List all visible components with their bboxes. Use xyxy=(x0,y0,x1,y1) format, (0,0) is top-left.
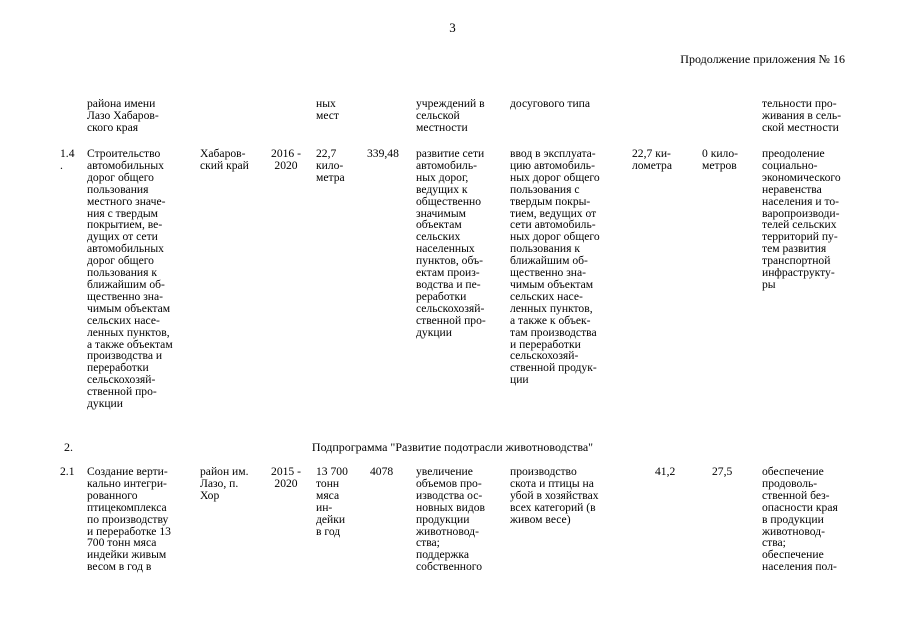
volume: 13 700 тонн мяса ин- дейки в год xyxy=(316,465,348,538)
period: 2015 - 2020 xyxy=(271,465,301,490)
cost: 4078 xyxy=(370,465,394,478)
cell-effect-continued: учреждений в сельской местности xyxy=(416,97,485,134)
measure-name: Создание верти- кально интегри- рованного птицекомплекса по производству и переработке 13 700 тонн мяса индейки живым весом в год в xyxy=(87,465,171,574)
goal: преодоление социально- экономического неравенства населения и то- варопроизводи- телей сельских территорий пу- тем развития транспортной инфраструкту- ры xyxy=(762,147,841,291)
territory: Хабаров- ский край xyxy=(200,147,249,172)
indicator-value-2: 0 кило- метров xyxy=(702,147,738,172)
indicator-value-1: 22,7 ки- лометра xyxy=(632,147,672,172)
expected-effect: увеличение объемов про- изводства ос- новных видов продукции животновод- ства; поддержка собственного xyxy=(416,465,486,574)
row-number: 2.1 xyxy=(60,465,75,478)
page-number: 3 xyxy=(449,20,456,35)
territory: район им. Лазо, п. Хор xyxy=(200,465,249,502)
cell-indicator-continued: ных мест xyxy=(316,97,339,122)
indicator-value-1: 41,2 xyxy=(655,465,676,478)
cell-goal-continued: тельности про- живания в сель- ской местности xyxy=(762,97,842,134)
cell-name-continued: района имени Лазо Хабаров- ского края xyxy=(87,97,159,134)
indicator-value-2: 27,5 xyxy=(712,465,733,478)
section-title: Подпрограмма "Развитие подотрасли животноводства" xyxy=(311,440,594,454)
row-number: 1.4 . xyxy=(60,147,75,172)
measure-name: Строительство автомобильных дорог общего пользования местного значе- ния с твердым покрытием, ве- дущих от сети автомобильных дорог общего пользования к ближайшим об- щественно зна- чимым объектам сельских насе- ленных пунктов, а также объектам производства и переработки сельскохозяй- ственной про- дукции xyxy=(87,147,173,411)
section-number: 2. xyxy=(64,440,73,454)
cost: 339,48 xyxy=(367,147,399,160)
period: 2016 - 2020 xyxy=(271,147,301,172)
expected-effect: развитие сети автомобиль- ных дорог, ведущих к общественно значимым объектам сельских населенных пунктов, объ- ектам произ- водства и пе- реработки сельскохозяй- ственной про- дукции xyxy=(416,147,486,339)
result-indicator: производство скота и птицы на убой в хозяйствах всех категорий (в живом весе) xyxy=(510,465,599,526)
cell-result-continued: досугового типа xyxy=(510,97,591,110)
result-indicator: ввод в эксплуата- цию автомобиль- ных дорог общего пользования с твердым покры- тием, ведущих от сети автомобиль- ных дорог общего пользования к ближайшим об- щественно зна- чимым объектам сельских насе- ленных пунктов, а также к объек- там производства и переработки сельскохозяй- ственной продук- ции xyxy=(510,147,600,387)
volume: 22,7 кило- метра xyxy=(316,147,345,184)
appendix-continuation-label: Продолжение приложения № 16 xyxy=(680,52,845,66)
goal: обеспечение продоволь- ственной без- опасности края в продукции животновод- ства; обеспечение населения пол- xyxy=(762,465,838,574)
